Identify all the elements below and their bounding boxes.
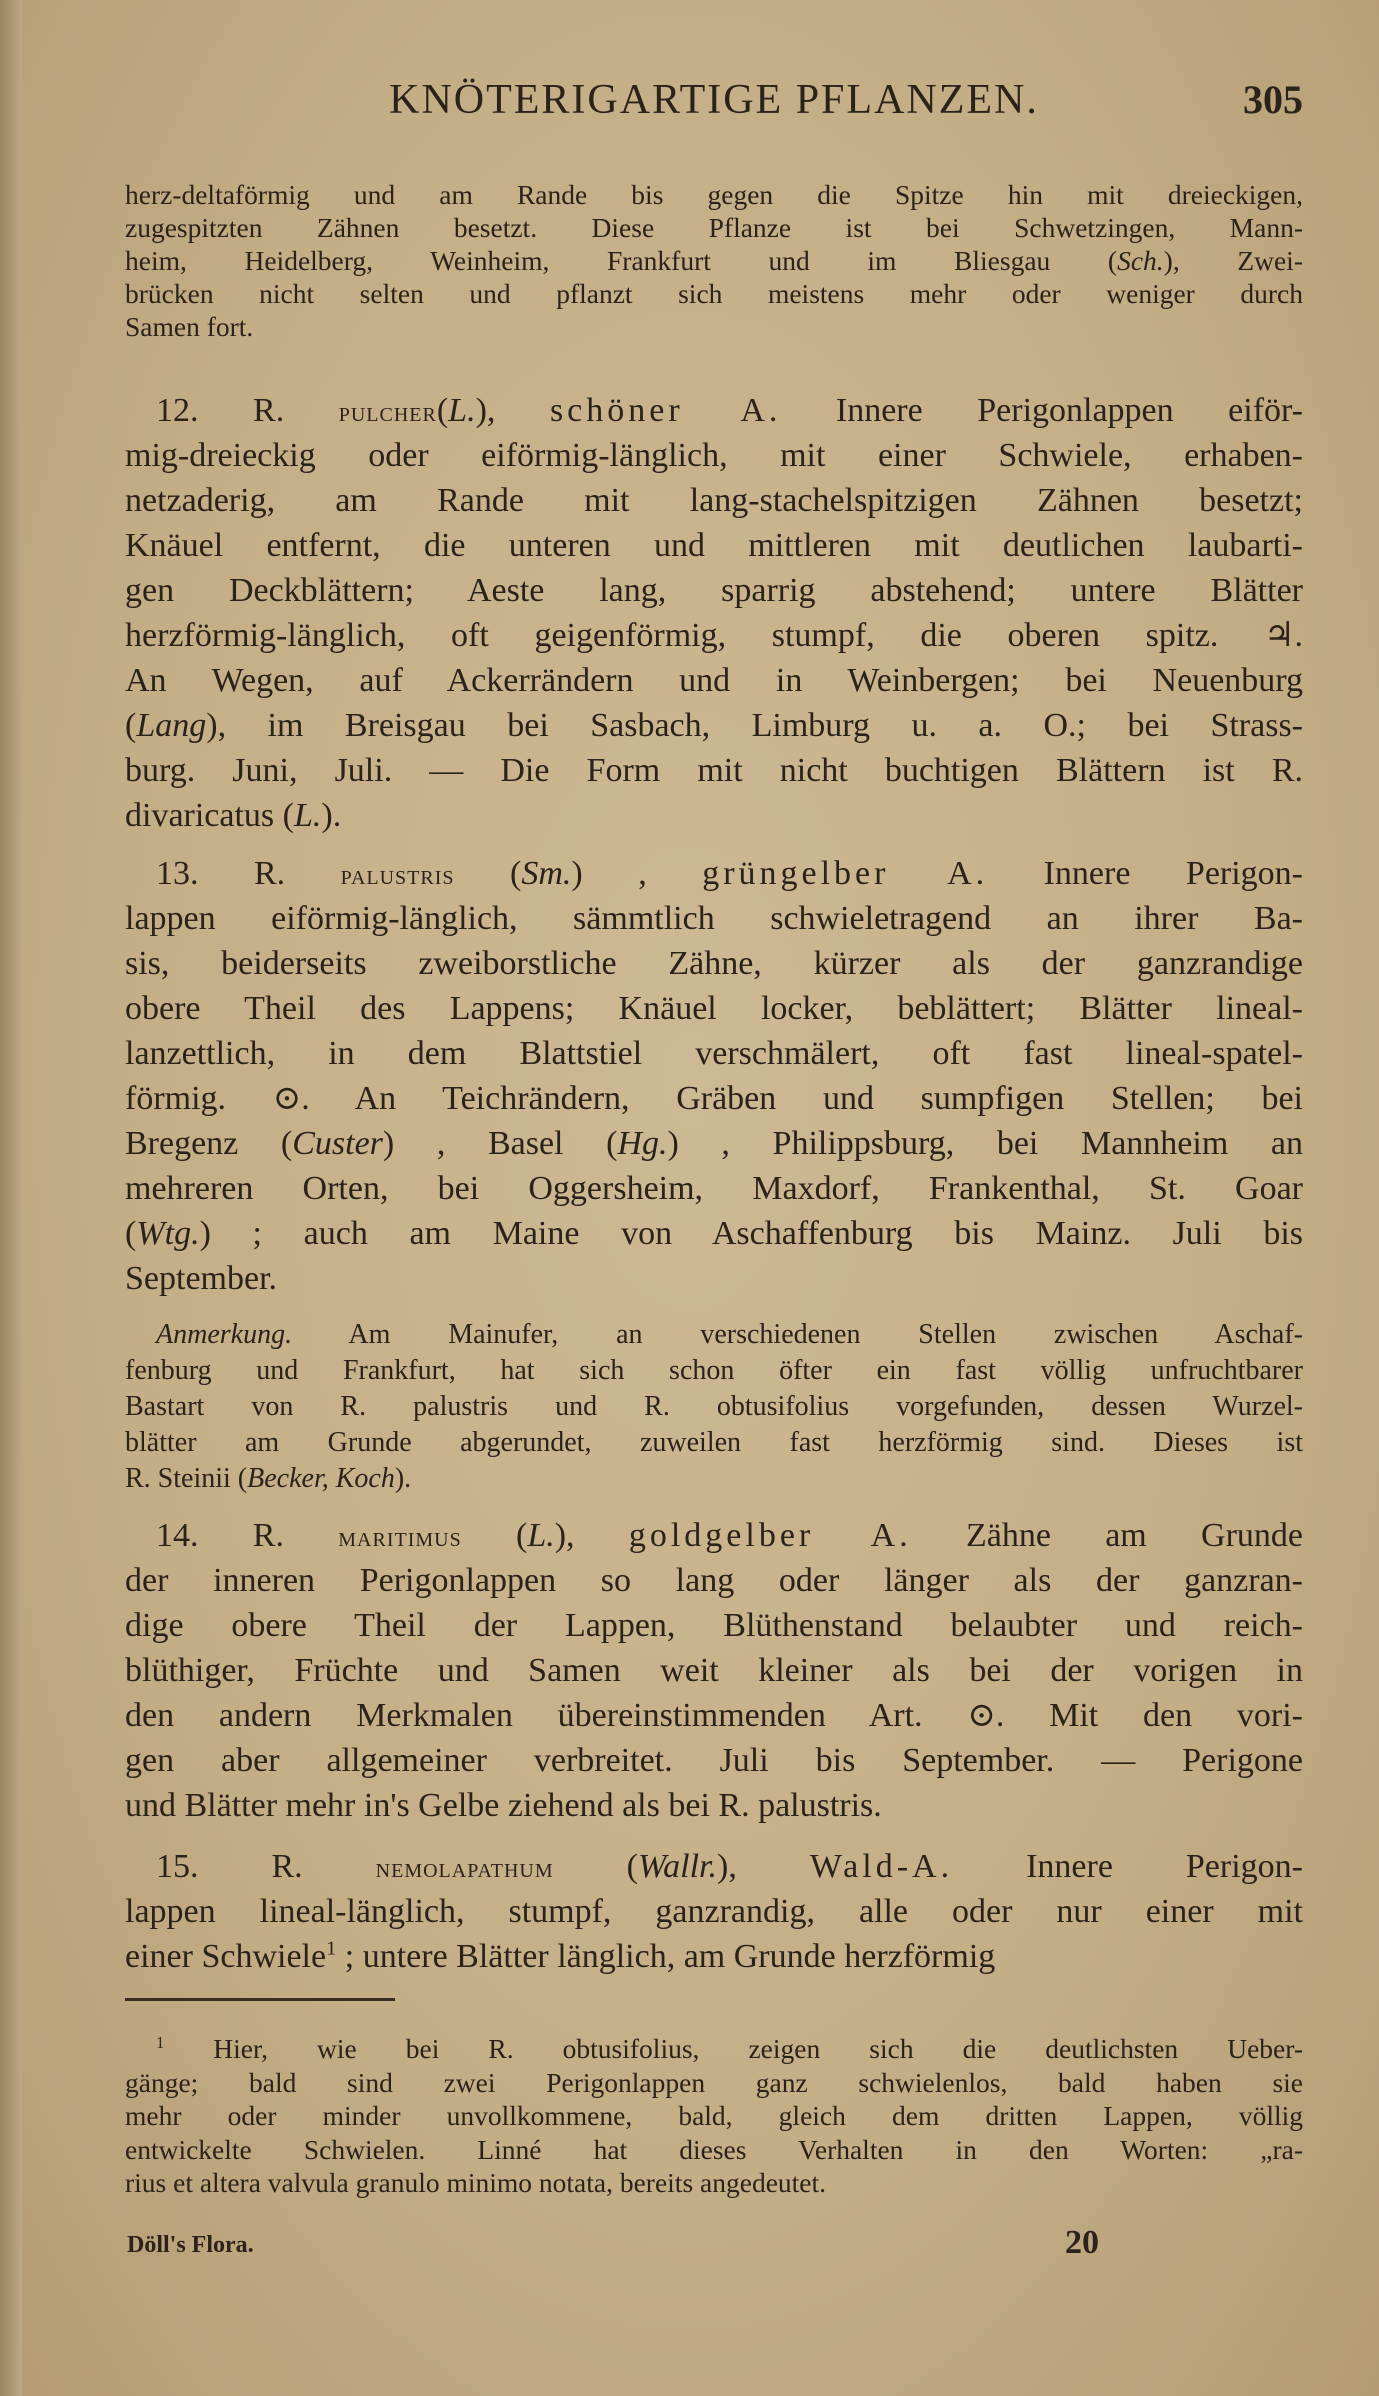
- text-line: [125, 851, 1303, 896]
- text-line: [125, 1934, 1303, 1979]
- note: [125, 1317, 1303, 1497]
- text-run: Innere Perigon-: [988, 855, 1304, 892]
- text-run: (: [125, 1215, 137, 1252]
- text-run: (: [454, 855, 522, 892]
- text-run: ),: [475, 392, 550, 429]
- entry-12: [125, 388, 1303, 838]
- text-run: und Blätter mehr in's Gelbe ziehend als bei R. palustris.: [125, 1787, 882, 1824]
- text-run: fenburg und Frankfurt, hat sich schon öfter ein fast völlig unfruchtbarer: [125, 1355, 1303, 1386]
- text-run: An Wegen, auf Ackerrändern und in Weinbergen; bei Neuenburg: [125, 662, 1303, 699]
- text-line: [125, 658, 1303, 703]
- page-number: 305: [1243, 77, 1303, 122]
- text-run: Hier, wie bei R. obtusifolius, zeigen sich die deutlichsten Ueber-: [164, 2033, 1303, 2064]
- text-line: [125, 1844, 1303, 1889]
- text-run: Bregenz (: [125, 1125, 293, 1162]
- text-line: [125, 1425, 1303, 1461]
- text-line: [125, 1648, 1303, 1693]
- text-run: lappen lineal-länglich, stumpf, ganzrandig, alle oder nur einer mit: [125, 1893, 1303, 1930]
- text-line: [125, 1256, 1303, 1301]
- text-line: [125, 703, 1303, 748]
- text-line: [125, 1513, 1303, 1558]
- italic-run: Wallr.: [637, 1848, 717, 1885]
- text-run: mehr oder minder unvollkommene, bald, gleich dem dritten Lappen, völlig: [125, 2100, 1303, 2132]
- footnote-rule: [125, 1998, 395, 2001]
- text-run: obere Theil des Lappens; Knäuel locker, beblättert; Blätter lineal-: [125, 990, 1303, 1027]
- text-run: gen aber allgemeiner verbreitet. Juli bis September. — Perigone: [125, 1742, 1303, 1779]
- text-run: September.: [125, 1260, 278, 1297]
- text-run: heim, Heidelberg, Weinheim, Frankfurt und im Bliesgau (: [125, 245, 1118, 276]
- italic-run: Wtg.: [136, 1215, 200, 1252]
- sheet-number: 20: [1065, 2224, 1099, 2261]
- text-line: [125, 2032, 1303, 2066]
- text-line: [125, 277, 1303, 310]
- text-run: rius et altera valvula granulo minimo notata, bereits angedeutet.: [125, 2167, 827, 2199]
- text-line: [125, 1353, 1303, 1389]
- text-line: [125, 2099, 1303, 2133]
- text-line: [125, 1076, 1303, 1121]
- italic-run: Becker, Koch: [247, 1463, 395, 1494]
- text-line: [125, 1166, 1303, 1211]
- text-line: [125, 244, 1303, 277]
- page-header: [125, 72, 1303, 128]
- italic-run: L.: [448, 392, 476, 429]
- italic-run: L.: [294, 797, 322, 834]
- text-run: ), Zwei-: [1163, 245, 1303, 276]
- text-run: ), im Breisgau bei Sasbach, Limburg u. a. O.; bei Strass-: [206, 707, 1303, 744]
- text-run: blüthiger, Früchte und Samen weit kleiner als bei der vorigen in: [125, 1652, 1303, 1689]
- text-run: gen Deckblättern; Aeste lang, sparrig abstehend; untere Blätter: [125, 572, 1303, 609]
- text-run: ) , Basel (: [382, 1125, 618, 1162]
- text-run: R. Steinii (: [125, 1463, 248, 1494]
- signature-mark: Döll's Flora.: [127, 2232, 254, 2258]
- text-line: [125, 2066, 1303, 2100]
- italic-run: Sm.: [521, 855, 572, 892]
- text-line: [125, 2166, 1303, 2200]
- spaced-run: Wald-A.: [809, 1848, 954, 1885]
- entry-15: [125, 1844, 1303, 1979]
- text-line: [125, 1603, 1303, 1648]
- text-line: [125, 1461, 1303, 1497]
- italic-run: Lang: [136, 707, 207, 744]
- text-run: ) ; auch am Maine von Aschaffenburg bis Mainz. Juli bis: [199, 1215, 1303, 1252]
- text-run: mehreren Orten, bei Oggersheim, Maxdorf, Frankenthal, St. Goar: [125, 1170, 1303, 1207]
- text-line: [125, 941, 1303, 986]
- text-line: [125, 478, 1303, 523]
- text-run: herz-deltaförmig und am Rande bis gegen die Spitze hin mit dreieckigen,: [125, 179, 1303, 210]
- italic-run: Custer: [292, 1125, 383, 1162]
- entry-14: [125, 1513, 1303, 1828]
- text-line: [125, 1121, 1303, 1166]
- text-run: brücken nicht selten und pflanzt sich meistens mehr oder weniger durch: [125, 278, 1303, 309]
- text-line: [125, 568, 1303, 613]
- text-line: [125, 748, 1303, 793]
- text-run: (: [125, 707, 137, 744]
- text-run: herzförmig-länglich, oft geigenförmig, stumpf, die oberen spitz. ♃.: [125, 617, 1303, 654]
- text-run: Innere Perigon-: [953, 1848, 1303, 1885]
- text-line: [125, 1211, 1303, 1256]
- para-continued: [125, 178, 1303, 343]
- text-run: entwickelte Schwielen. Linné hat dieses Verhalten in den Worten: „ra-: [125, 2133, 1303, 2165]
- spaced-run: schöner A.: [549, 392, 782, 429]
- text-line: [125, 1317, 1303, 1353]
- text-run: 15. R.: [156, 1848, 376, 1885]
- text-run: ).: [321, 797, 342, 834]
- text-run: ),: [717, 1848, 810, 1885]
- text-run: der inneren Perigonlappen so lang oder länger als der ganzran-: [125, 1562, 1303, 1599]
- text-run: (: [436, 392, 449, 429]
- italic-run: Sch.: [1117, 245, 1164, 276]
- italic-run: L.: [527, 1517, 555, 1554]
- text-line: [125, 613, 1303, 658]
- text-run: (: [461, 1517, 528, 1554]
- italic-run: Hg.: [617, 1125, 668, 1162]
- footnote-marker: 1: [326, 1937, 337, 1960]
- text-line: [125, 211, 1303, 244]
- text-run: blätter am Grunde abgerundet, zuweilen fast herzförmig sind. Dieses ist: [125, 1427, 1303, 1458]
- small-caps-run: maritimus: [338, 1521, 462, 1553]
- text-line: [125, 1693, 1303, 1738]
- text-line: [125, 986, 1303, 1031]
- small-caps-run: nemolapathum: [375, 1852, 554, 1884]
- text-run: 13. R.: [156, 855, 341, 892]
- text-run: netzaderig, am Rande mit lang-stachelspitzigen Zähnen besetzt;: [125, 482, 1303, 519]
- text-line: [125, 2133, 1303, 2167]
- text-run: Am Mainufer, an verschiedenen Stellen zwischen Aschaf-: [292, 1319, 1303, 1350]
- page-edge: [0, 0, 22, 2396]
- footnote: [125, 2032, 1303, 2200]
- text-line: [125, 178, 1303, 211]
- text-run: Zähne am Grunde: [911, 1517, 1303, 1554]
- spaced-run: goldgelber A.: [628, 1517, 912, 1554]
- text-run: ),: [554, 1517, 629, 1554]
- text-line: [125, 523, 1303, 568]
- text-run: Samen fort.: [125, 311, 254, 342]
- entry-13: [125, 851, 1303, 1301]
- text-line: [125, 1031, 1303, 1076]
- text-line: [125, 310, 1303, 343]
- text-run: divaricatus (: [125, 797, 294, 834]
- text-run: einer Schwiele: [125, 1938, 327, 1975]
- footnote-marker: 1: [156, 2032, 165, 2052]
- text-run: den andern Merkmalen übereinstimmenden Art. ⊙. Mit den vori-: [125, 1697, 1303, 1734]
- text-run: Knäuel entfernt, die unteren und mittleren mit deutlichen laubarti-: [125, 527, 1303, 564]
- text-run: Bastart von R. palustris und R. obtusifolius vorgefunden, dessen Wurzel-: [125, 1391, 1303, 1422]
- text-line: [125, 1389, 1303, 1425]
- text-run: zugespitzten Zähnen besetzt. Diese Pflanze ist bei Schwetzingen, Mann-: [125, 212, 1303, 243]
- text-line: [125, 1558, 1303, 1603]
- text-run: förmig. ⊙. An Teichrändern, Gräben und sumpfigen Stellen; bei: [125, 1080, 1303, 1117]
- text-run: sis, beiderseits zweiborstliche Zähne, kürzer als der ganzrandige: [125, 945, 1303, 982]
- italic-run: Anmerkung.: [156, 1319, 293, 1350]
- text-line: [125, 1783, 1303, 1828]
- text-run: 14. R.: [156, 1517, 339, 1554]
- text-run: ) ,: [571, 855, 703, 892]
- text-line: [125, 433, 1303, 478]
- text-run: (: [553, 1848, 638, 1885]
- text-run: ; untere Blätter länglich, am Grunde herzförmig: [336, 1938, 996, 1975]
- text-run: mig-dreieckig oder eiförmig-länglich, mit einer Schwiele, erhaben-: [125, 437, 1303, 474]
- text-run: lanzettlich, in dem Blattstiel verschmälert, oft fast lineal-spatel-: [125, 1035, 1303, 1072]
- text-run: ).: [394, 1463, 412, 1494]
- text-line: [125, 1738, 1303, 1783]
- small-caps-run: palustris: [340, 859, 455, 891]
- text-run: lappen eiförmig-länglich, sämmtlich schwieletragend an ihrer Ba-: [125, 900, 1303, 937]
- text-line: [125, 896, 1303, 941]
- running-title: KNÖTERIGARTIGE PFLANZEN.: [389, 77, 1039, 123]
- text-run: ) , Philippsburg, bei Mannheim an: [667, 1125, 1303, 1162]
- text-line: [125, 388, 1303, 433]
- text-line: [125, 1889, 1303, 1934]
- spaced-run: grüngelber A.: [702, 855, 989, 892]
- text-run: Innere Perigonlappen eiför-: [781, 392, 1303, 429]
- small-caps-run: pulcher: [338, 396, 437, 428]
- text-run: dige obere Theil der Lappen, Blüthenstand belaubter und reich-: [125, 1607, 1303, 1644]
- text-run: gänge; bald sind zwei Perigonlappen ganz schwielenlos, bald haben sie: [125, 2066, 1303, 2098]
- text-line: [125, 793, 1303, 838]
- text-run: 12. R.: [156, 392, 339, 429]
- text-run: burg. Juni, Juli. — Die Form mit nicht buchtigen Blättern ist R.: [125, 752, 1303, 789]
